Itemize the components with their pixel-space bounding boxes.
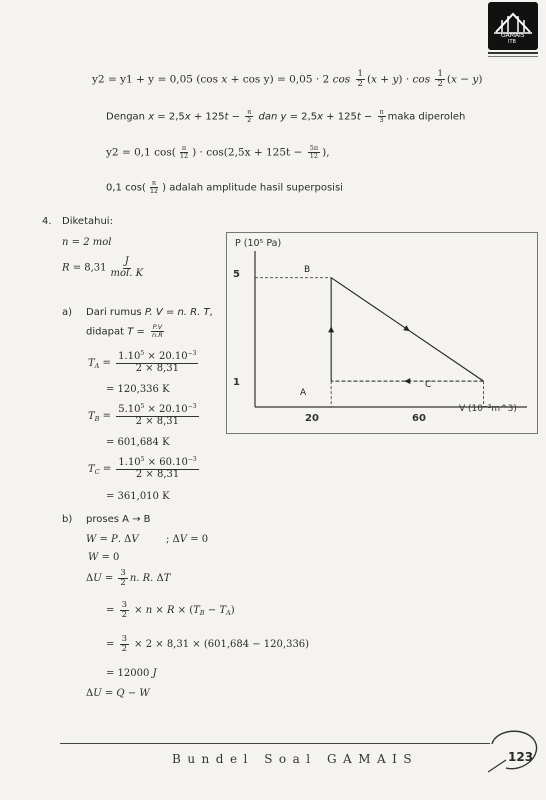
TA-calc: $T_A$ = $\frac{1.10^5 \times 20.10^{-3}}{2 \times 8,31}$ (88, 350, 197, 374)
part-a-derived: didapat T = $\frac{P.V}{n.R}$ (86, 323, 163, 339)
problem-heading: Diketahui: (62, 216, 113, 227)
logo-underline (488, 52, 538, 54)
work-formula: W = P. ΔV (86, 534, 139, 545)
problem-number: 4. (42, 216, 52, 227)
du-step3: = $\frac{3}{2}$ × 2 × 8,31 × (601,684 − 120,336) (106, 634, 310, 654)
du-step2: = $\frac{3}{2}$ × $n \times R \times (T_B - T_A)$ (106, 600, 235, 620)
part-a-text: Dari rumus P. V = n. R. T, (86, 307, 213, 318)
du-formula: ΔU = $\frac{3}{2}$ n. R. ΔT (86, 568, 171, 588)
logo-text: GAMAIS (501, 32, 525, 39)
delta-v: ; ΔV = 0 (166, 534, 209, 545)
part-b-label: b) (62, 514, 73, 525)
gamais-logo (488, 2, 538, 50)
amplitude-note: 0,1 cos( $\frac{\pi}{12}$ ) adalah amplitude hasil superposisi (106, 179, 343, 195)
TA-result: = 120,336 K (106, 384, 170, 395)
x-tick-60: 60 (412, 413, 426, 424)
pv-diagram-svg (227, 233, 537, 433)
superposition-eq1: y2 = y1 + y = 0,05 (cos x + cos y) = 0,05 · 2 cos $\frac{1}{2}$ (x + y) · cos $\frac{1}{2}$ (x − y) (92, 69, 483, 89)
TB-calc: $T_B$ = $\frac{5.10^5 \times 20.10^{-3}}{2 \times 8,31}$ (88, 403, 197, 427)
footer-book-title: Bundel Soal GAMAIS (172, 752, 419, 766)
arrow-A-B (328, 326, 334, 332)
logo-subtext: ITB (508, 39, 516, 45)
arrow-B-C (403, 325, 410, 331)
point-label-B: B (304, 265, 311, 275)
footer-rule (60, 743, 490, 744)
amplitude-note-text: adalah amplitude hasil superposisi (169, 182, 343, 194)
page-number: 123 (508, 750, 534, 764)
TC-calc: $T_C$ = $\frac{1.10^5 \times 60.10^{-3}}{2 \times 8,31}$ (88, 456, 197, 480)
point-label-C: C (425, 380, 432, 390)
TB-result: = 601,684 K (106, 437, 170, 448)
pv-diagram (226, 232, 538, 434)
arrow-C-A (404, 378, 410, 384)
superposition-eq2: y2 = 0,1 cos( $\frac{\pi}{12}$ ) · cos(2,5x + 125t − $\frac{5\pi}{12}$ ), (106, 144, 330, 160)
logo-underline-thin (488, 56, 538, 57)
y-tick-1: 1 (233, 377, 240, 388)
x-tick-20: 20 (305, 413, 319, 424)
given-n: n = 2 mol (62, 237, 112, 248)
given-R: R = 8,31 $\frac{J}{\text{mol. K}}$ (62, 256, 144, 279)
x-axis-label: V (10⁻³m^3) (459, 404, 517, 414)
TC-result: = 361,010 K (106, 491, 170, 502)
y-tick-5: 5 (233, 269, 240, 280)
first-law: ΔU = Q − W (86, 688, 150, 699)
work-zero: W = 0 (88, 552, 120, 563)
part-a-label: a) (62, 307, 73, 318)
part-b-text: proses A → B (86, 514, 151, 525)
superposition-intro: Dengan x = 2,5x + 125t − $\frac{\pi}{2}$ dan y = 2,5x + 125t − $\frac{\pi}{3}$ maka diperoleh (106, 108, 466, 124)
y-axis-label: P (10⁵ Pa) (235, 238, 282, 249)
point-label-A: A (300, 388, 307, 398)
du-result: = 12000 J (106, 668, 157, 679)
